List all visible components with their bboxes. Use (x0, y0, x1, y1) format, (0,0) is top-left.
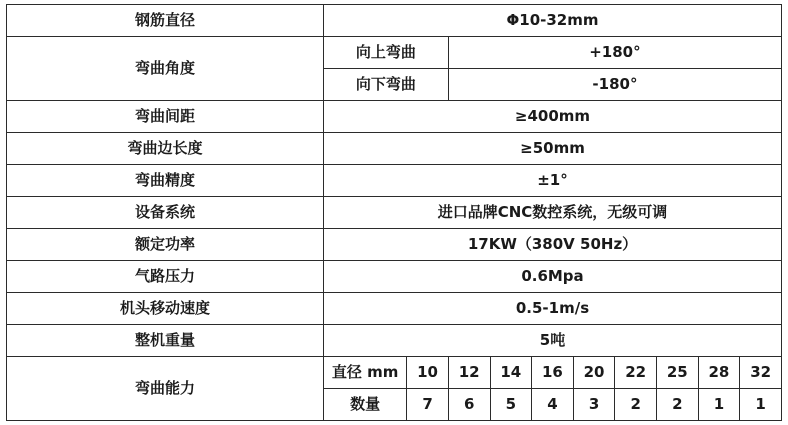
capacity-quantity-value: 6 (448, 389, 490, 421)
table-row (7, 357, 782, 389)
specification-table (6, 4, 782, 421)
table-row (7, 261, 782, 293)
capacity-diameter-value: 10 (407, 357, 449, 389)
row-label-rated-power: 额定功率 (7, 229, 324, 261)
row-value-bending-side-length: ≥50mm (324, 133, 782, 165)
row-label-bending-spacing: 弯曲间距 (7, 101, 324, 133)
row-label-bending-side-length: 弯曲边长度 (7, 133, 324, 165)
table-row (7, 5, 782, 37)
table-row (7, 101, 782, 133)
row-label-air-pressure: 气路压力 (7, 261, 324, 293)
table-row (7, 293, 782, 325)
table-row (7, 325, 782, 357)
table-row (7, 165, 782, 197)
row-label-bending-capacity: 弯曲能力 (7, 357, 324, 421)
capacity-quantity-value: 2 (657, 389, 699, 421)
capacity-quantity-label: 数量 (324, 389, 407, 421)
capacity-diameter-value: 16 (532, 357, 574, 389)
table-row (7, 229, 782, 261)
row-value-bend-up: +180° (448, 37, 781, 69)
capacity-quantity-value: 2 (615, 389, 657, 421)
table-row (7, 133, 782, 165)
capacity-diameter-value: 12 (448, 357, 490, 389)
capacity-diameter-value: 32 (740, 357, 782, 389)
table-row (7, 37, 782, 69)
capacity-diameter-value: 28 (698, 357, 740, 389)
capacity-diameter-label: 直径 mm (324, 357, 407, 389)
sub-label-bend-down: 向下弯曲 (324, 69, 449, 101)
row-value-head-speed: 0.5-1m/s (324, 293, 782, 325)
row-value-rated-power: 17KW（380V 50Hz） (324, 229, 782, 261)
row-value-machine-weight: 5吨 (324, 325, 782, 357)
capacity-quantity-value: 4 (532, 389, 574, 421)
row-value-steel-diameter: Φ10-32mm (324, 5, 782, 37)
capacity-quantity-value: 5 (490, 389, 532, 421)
capacity-diameter-value: 14 (490, 357, 532, 389)
capacity-quantity-value: 3 (573, 389, 615, 421)
sub-label-bend-up: 向上弯曲 (324, 37, 449, 69)
row-label-steel-diameter: 钢筋直径 (7, 5, 324, 37)
row-label-bending-angle: 弯曲角度 (7, 37, 324, 101)
row-label-bending-accuracy: 弯曲精度 (7, 165, 324, 197)
capacity-diameter-value: 25 (657, 357, 699, 389)
capacity-diameter-value: 20 (573, 357, 615, 389)
capacity-quantity-value: 7 (407, 389, 449, 421)
row-value-bending-spacing: ≥400mm (324, 101, 782, 133)
row-value-bending-accuracy: ±1° (324, 165, 782, 197)
table-row (7, 197, 782, 229)
capacity-quantity-value: 1 (740, 389, 782, 421)
row-label-equipment-system: 设备系统 (7, 197, 324, 229)
capacity-quantity-value: 1 (698, 389, 740, 421)
row-value-equipment-system: 进口品牌CNC数控系统，无级可调 (324, 197, 782, 229)
row-value-bend-down: -180° (448, 69, 781, 101)
capacity-diameter-value: 22 (615, 357, 657, 389)
row-label-head-speed: 机头移动速度 (7, 293, 324, 325)
row-label-machine-weight: 整机重量 (7, 325, 324, 357)
row-value-air-pressure: 0.6Mpa (324, 261, 782, 293)
